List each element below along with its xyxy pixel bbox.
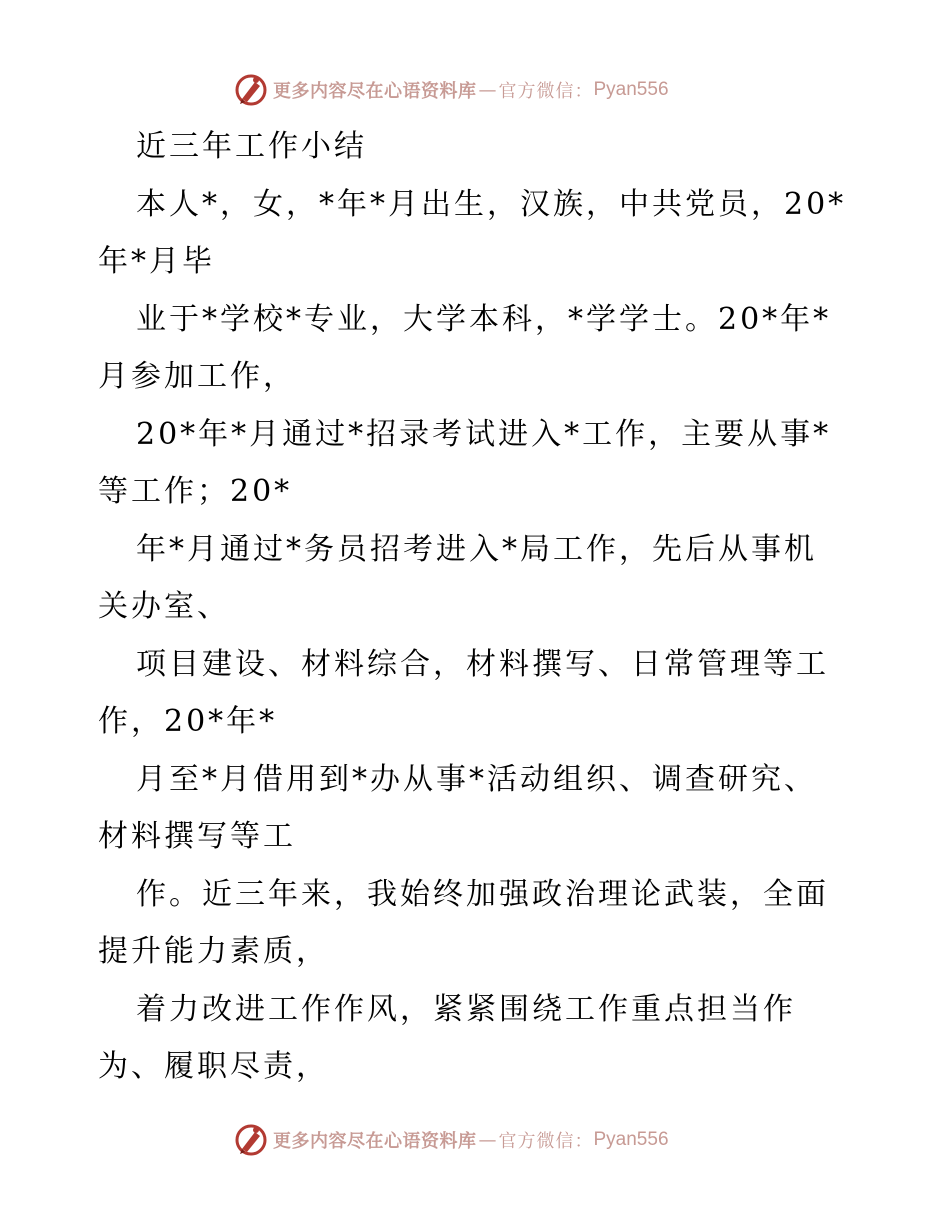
footer-banner — [233, 1120, 669, 1160]
banner-separator: — — [478, 1129, 497, 1151]
doc-line: 近三年工作小结 — [136, 129, 367, 164]
doc-line: 材料撰写等工 — [98, 819, 296, 854]
banner-separator: — — [478, 79, 497, 101]
doc-line: 着力改进工作作风，紧紧围绕工作重点担当作 — [136, 991, 796, 1027]
doc-line: 关办室、 — [98, 589, 230, 624]
doc-line: 月参加工作， — [98, 359, 296, 394]
banner-main-text: 更多内容尽在心语资料库 — [273, 81, 477, 102]
document-body — [98, 118, 858, 1096]
doc-line: 为、履职尽责， — [98, 1049, 329, 1084]
banner-wechat-id: Pyan556 — [593, 1129, 669, 1150]
doc-line: 年*月通过*务员招考进入*局工作，先后从事机 — [136, 531, 817, 567]
doc-line: 业于*学校*专业，大学本科，*学学士。20*年* — [136, 301, 832, 337]
doc-line: 作，20*年* — [98, 704, 278, 739]
banner-main-text: 更多内容尽在心语资料库 — [273, 1131, 477, 1152]
doc-line: 月至*月借用到*办从事*活动组织、调查研究、 — [136, 761, 817, 797]
header-banner — [233, 70, 669, 110]
doc-line: 本人*，女，*年*月出生，汉族，中共党员，20* — [136, 186, 847, 222]
banner-official-text: 官方微信： — [498, 81, 594, 102]
banner-wechat-id: Pyan556 — [593, 79, 669, 100]
banner-official-text: 官方微信： — [498, 1131, 594, 1152]
doc-line: 提升能力素质， — [98, 934, 329, 969]
pen-logo-icon — [233, 72, 269, 108]
pen-logo-icon — [233, 1122, 269, 1158]
doc-line: 项目建设、材料综合，材料撰写、日常管理等工 — [136, 646, 829, 682]
doc-line: 作。近三年来，我始终加强政治理论武装，全面 — [136, 876, 829, 912]
doc-line: 年*月毕 — [98, 244, 215, 279]
doc-line: 20*年*月通过*招录考试进入*工作，主要从事* — [136, 416, 832, 452]
doc-line: 等工作；20* — [98, 474, 293, 509]
